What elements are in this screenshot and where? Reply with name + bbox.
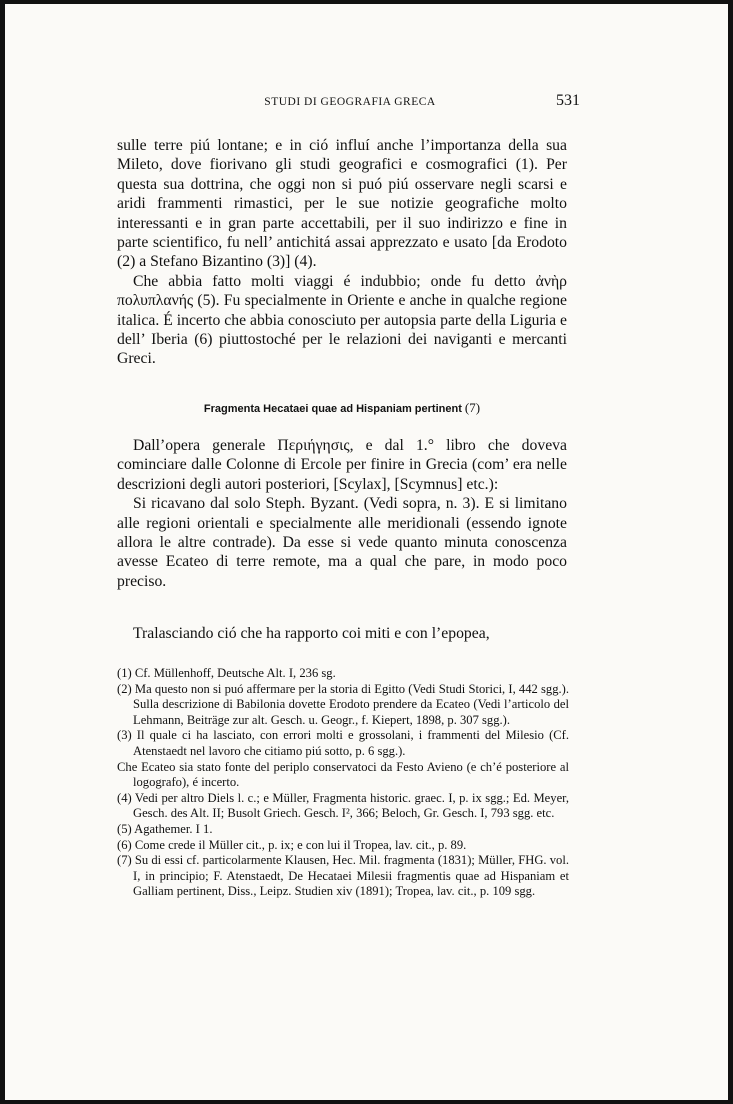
section-text: [117, 436, 567, 591]
paragraph: sulle terre piú lontane; e in ció influí anche l’importanza della sua Mileto, dove fiorivano gli studi geografici e cosmografici (1). Per questa sua dottrina, che oggi non si puó piú osservare negli scarsi e aridi frammenti rimastici, per le sue notizie geografiche molto interessanti e in gran parte accettabili, per il suo indirizzo e fine in parte scientifico, fu nell’ antichitá assai apprezzato e usato [da Erodoto (2) a Stefano Bizantino (3)] (4).: [117, 137, 567, 271]
section-note-ref: (7): [464, 400, 481, 415]
footnote: (2) Ma questo non si puó affermare per la storia di Egitto (Vedi Studi Storici, I, 442 sgg.). Sulla descrizione di Babilonia dovette Erodoto prendere da Ecateo (Vedi l’articolo del Lehmann, Beiträge zur alt. Gesch. u. Geogr., f. Kiepert, 1898, p. 307 sgg.).: [117, 681, 569, 727]
book-page: [5, 4, 728, 1100]
paragraph: Si ricavano dal solo Steph. Byzant. (Vedi sopra, n. 3). E si limitano alle regioni orientali e specialmente alle meridionali (essendo ignote allora le altre contrade). Da esse si vede quanto minuta conoscenza avesse Ecateo di terre remote, ma a qual che pare, in modo poco preciso.: [117, 495, 567, 590]
footnote: (4) Vedi per altro Diels l. c.; e Müller, Fragmenta historic. graec. I, p. ix sgg.; Ed. Meyer, Gesch. des Alt. II; Busolt Griech. Gesch. I², 366; Beloch, Gr. Gesch. I, 793 sgg. etc.: [117, 790, 569, 821]
page-number: 531: [556, 92, 580, 109]
section-heading: [117, 400, 567, 416]
footnote: (3) Il quale ci ha lasciato, con errori molti e grossolani, i frammenti del Milesio (Cf. Atenstaedt nel lavoro che citiamo piú sotto, p. 6 sgg.).: [117, 728, 569, 758]
running-title: STUDI DI GEOGRAFIA GRECA: [264, 96, 436, 108]
footnote: (7) Su di essi cf. particolarmente Klausen, Hec. Mil. fragmenta (1831); Müller, FHG. vol. I, in principio; F. Atenstaedt, De Hecataei Milesii fragmentis quae ad Hispaniam et Galliam pertinent, Diss., Leipz. Studien xiv (1891); Tropea, lav. cit., p. 109 sgg.: [117, 853, 569, 899]
section-title: Fragmenta Hecataei quae ad Hispaniam pertinent: [203, 403, 462, 415]
section-text-continued: [117, 624, 567, 643]
paragraph: Tralasciando ció che ha rapporto coi miti e con l’epopea,: [133, 625, 490, 642]
footnote: (6) Come crede il Müller cit., p. ix; e con lui il Tropea, lav. cit., p. 89.: [117, 837, 467, 852]
footnote: Che Ecateo sia stato fonte del periplo conservatoci da Festo Avieno (e ch’é posteriore al logografo), é incerto.: [117, 759, 569, 790]
paragraph: Che abbia fatto molti viaggi é indubbio; onde fu detto ἀνὴρ πολυπλανής (5). Fu specialmente in Oriente e anche in qualche regione italica. É incerto che abbia conosciuto per autopsia parte della Liguria e dell’ Iberia (6) piuttostoché per le relazioni dei naviganti e mercanti Greci.: [117, 272, 567, 368]
paragraph: Dall’opera generale Περιήγησις, e dal 1.° libro che doveva cominciare dalle Colonne di Ercole per finire in Grecia (com’ era nelle descrizioni degli autori posteriori, [Scylax], [Scymnus] etc.):: [117, 437, 567, 493]
footnote: (5) Agathemer. I 1.: [117, 821, 213, 836]
main-text: [117, 136, 567, 369]
footnote: (1) Cf. Müllenhoff, Deutsche Alt. I, 236 sg.: [117, 666, 336, 680]
footnotes: [117, 666, 569, 900]
running-header: [120, 92, 580, 116]
